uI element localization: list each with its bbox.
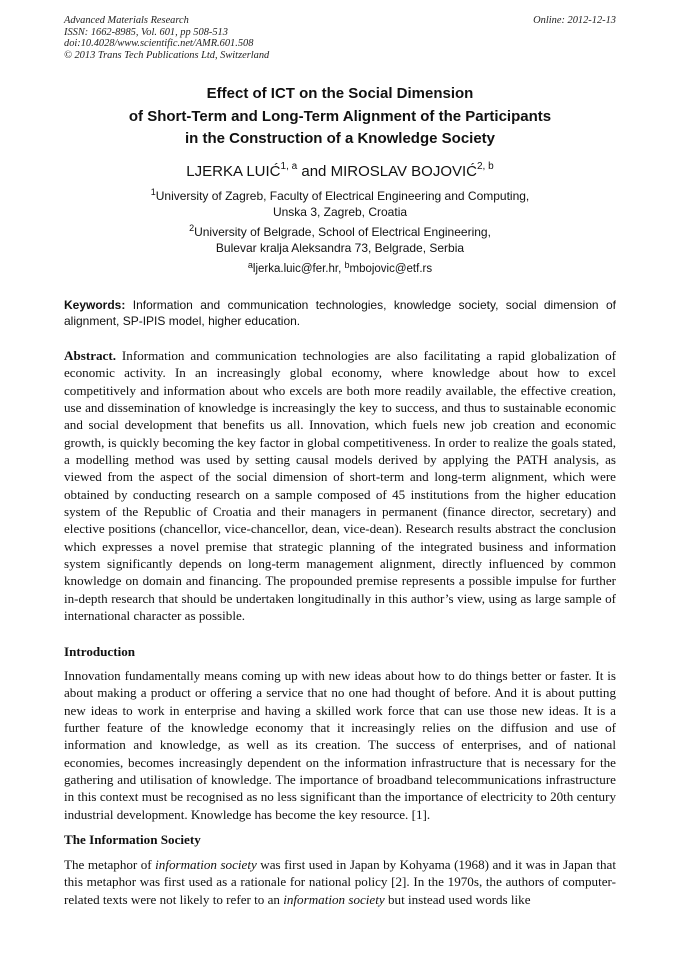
information-society-paragraph [64, 856, 616, 908]
affiliation-1-line-2: Unska 3, Zagreb, Croatia [272, 204, 408, 219]
abstract-label: Abstract. [64, 348, 116, 363]
author-2-sup: 2, b [477, 161, 494, 172]
paper-title [64, 83, 616, 151]
title-line-1: Effect of ICT on the Social Dimension [206, 85, 474, 102]
affiliation-1-line-1: University of Zagreb, Faculty of Electrical Engineering and Computing, [155, 189, 530, 203]
author-1-sup: 1, a [280, 161, 298, 172]
author-line [64, 163, 616, 181]
author-1: LJERKA LUIĆ [186, 163, 281, 180]
abstract-section [64, 347, 616, 625]
info-soc-emphasis-1: information society [155, 857, 257, 872]
keywords-text: Information and communication technologies, knowledge society, social dimension of alignment, SP-IPIS model, higher education. [64, 298, 616, 328]
introduction-paragraph: Innovation fundamentally means coming up with new ideas about how to do things better or faster. It is about making a product or offering a service that no one had thought of before. And it is about putting new ideas to work in enterprise and having a skilled work force that can use those new ideas. It is a further feature of the knowledge economy that it increasingly relies on the diffusion and use of information and knowledge, as well as its creation. The success of enterprises, and of national economies, becomes increasingly dependent on the information infrastructure that is necessary for the gathering and utilisation of knowledge. The importance of broadband telecommunications infrastructure in this context must be recognised as no less significant than the importance of electricity to 20th century industrial development. Knowledge has become the key resource. [1]. [64, 668, 616, 822]
keywords-label: Keywords: [64, 298, 126, 312]
affiliation-2-sup: 2 [189, 223, 195, 233]
copyright-line: © 2013 Trans Tech Publications Ltd, Switzerland [64, 49, 270, 61]
author-2: MIROSLAV BOJOVIĆ [330, 163, 477, 180]
journal-name: Advanced Materials Research [64, 15, 189, 26]
info-soc-emphasis-2: information society [283, 891, 385, 907]
info-soc-text-1: The metaphor of [64, 857, 156, 872]
info-soc-text-2: was first used in Japan by Kohyama (1968) and it was in Japan that this metaphor was first used as a rationale for national policy [2]. In the 1970s, the authors of computer-related texts were not likely to refer to an [64, 857, 616, 907]
email-a-sup: a [247, 260, 253, 270]
title-line-3: in the Construction of a Knowledge Society [184, 130, 496, 147]
online-date: Online: 2012-12-13 [533, 15, 616, 26]
email-b: mbojovic@etf.rs [349, 263, 433, 275]
email-a: ljerka.luic@fer.hr, [252, 263, 342, 275]
keywords-section [64, 297, 616, 329]
email-line [64, 262, 616, 276]
affiliation-2-line-2: Bulevar kralja Aleksandra 73, Belgrade, Serbia [215, 240, 465, 255]
doi-line: doi:10.4028/www.scientific.net/AMR.601.508 [64, 38, 254, 50]
information-society-heading: The Information Society [64, 832, 201, 847]
affiliation-1 [64, 189, 616, 220]
abstract-text: Information and communication technologies are also facilitating a rapid globalization of economic activity. In an increasingly global economy, where knowledge about how to excel competitively and information about who excels are both more readily available, the effective creation, use and dissemination of knowledge is increasingly the key to success, and thus to sustainable economic and social development that benefits us all. Innovation, which fuels new job creation and economic growth, is quickly becoming the key factor in global competitiveness. In order to realize the goals stated, a modelling method was used by setting causal models derived by applying the PATH analysis, as viewed from the aspect of the social dimension of short-term and long-term alignment, which were obtained by conducting research on a sample composed of 45 institutions from the higher education system of the Republic of Croatia and their managers in permanent (finance director, secretary) and elective positions (chancellor, vice-chancellor, dean, vice-dean). Research results abstract the conclusion which expresses a novel premise that strategic planning of the integrated business and information system significantly depends on long-term management alignment, directly influenced by common knowledge on domain and financing. The propounded premise represents a possible impulse for further in-depth research that should be undertaken longitudinally in this author’s view, using as large sample of international character as possible. [64, 348, 616, 624]
affiliation-2-line-1: University of Belgrade, School of Electrical Engineering, [194, 225, 491, 239]
author-conjunction: and [301, 163, 327, 180]
affiliation-2 [64, 225, 616, 256]
email-b-sup: b [344, 260, 350, 270]
info-soc-text-3: but instead used words like [384, 891, 531, 907]
title-line-2: of Short-Term and Long-Term Alignment of the Participants [128, 107, 552, 125]
journal-header [64, 15, 616, 61]
affiliation-1-sup: 1 [150, 187, 156, 197]
issn-line: ISSN: 1662-8985, Vol. 601, pp 508-513 [64, 26, 228, 38]
introduction-heading: Introduction [64, 644, 136, 659]
